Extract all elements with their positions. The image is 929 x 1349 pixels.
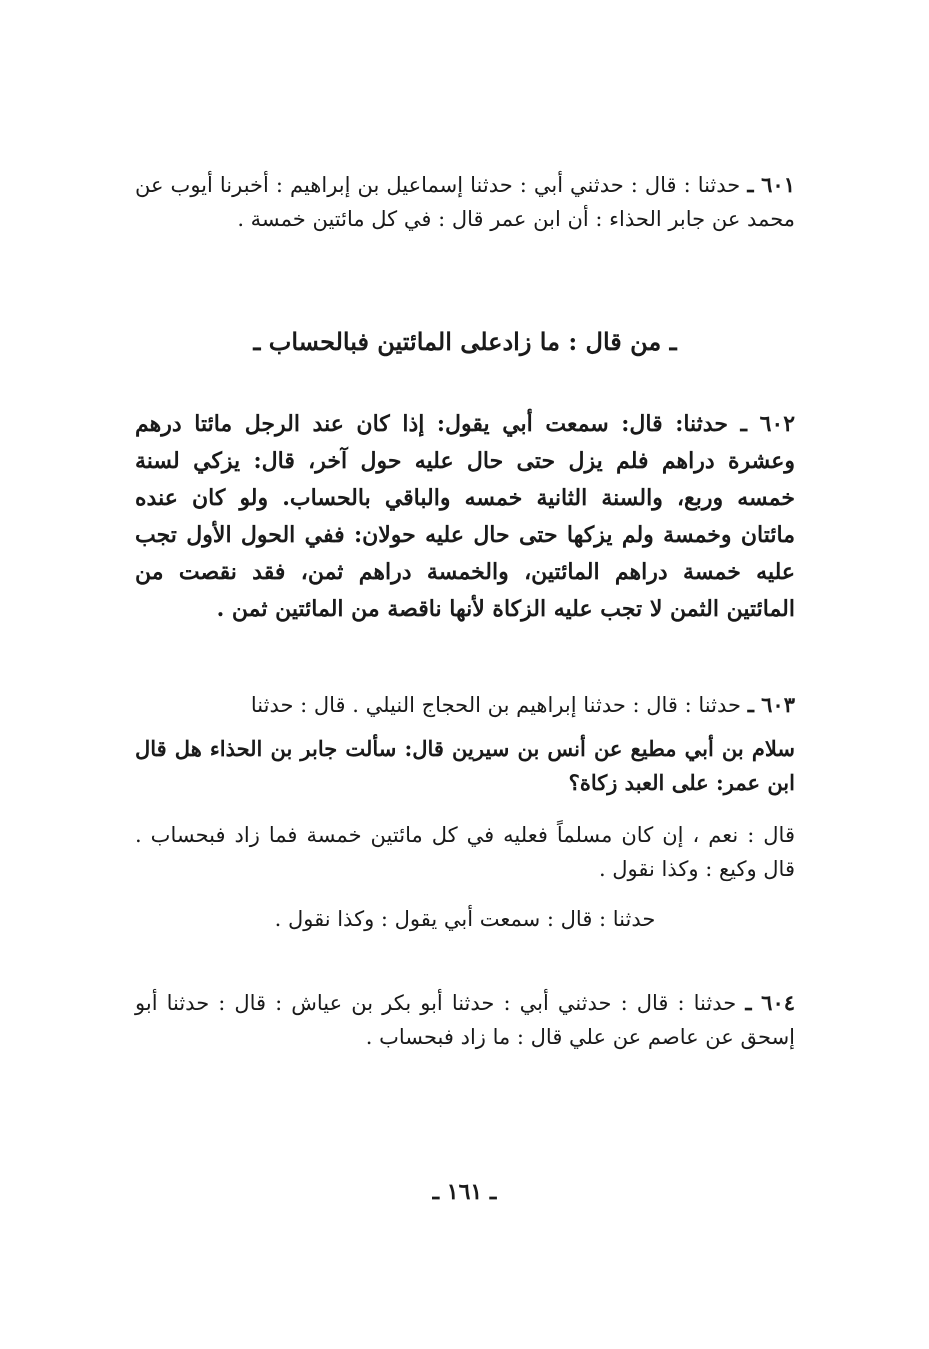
entry-603-line2	[135, 732, 795, 800]
entry-601	[135, 168, 795, 236]
entry-text: سلام بن أبي مطيع عن أنس بن سيرين قال: سألت جابر بن الحذاء هل قال ابن عمر: على العبد زكاة؟	[135, 736, 795, 795]
entry-text: حدثنا: قال: سمعت أبي يقول: إذا كان عند الرجل مائتا درهم وعشرة دراهم فلم يزل حتى حال عليه حول آخر، قال: يزكي لسنة خمسه وربع، والسنة الثانية خمسه والباقي بالحساب. ولو كان عنده مائتان وخمسة ولم يزكها حتى حال عليه حولان: ففي الحول الأول تجب عليه خمسة دراهم المائتين، والخمسة دراهم ثمن، فقد نقصت من المائتين الثمن لا تجب عليه الزكاة لأنها ناقصة من المائتين ثمن .	[135, 411, 795, 622]
entry-text: قال : نعم ، إن كان مسلماً فعليه في كل مائتين خمسة فما زاد فبحساب . قال وكيع : وكذا نقول .	[135, 823, 795, 881]
entry-number: ٦٠٤ ـ	[745, 990, 796, 1015]
entry-603-line1	[135, 688, 795, 722]
entry-number: ٦٠١ ـ	[747, 172, 795, 197]
entry-602	[135, 406, 795, 628]
entry-text: حدثنا : قال : حدثنا إبراهيم بن الحجاج النيلي . قال : حدثنا	[250, 693, 741, 717]
entry-604	[135, 986, 795, 1054]
section-heading: ـ من قال : ما زادعلى المائتين فبالحساب ـ	[253, 327, 677, 356]
entry-text: حدثنا : قال : حدثني أبي : حدثنا إسماعيل بن إبراهيم : أخبرنا أيوب عن محمد عن جابر الحذاء : أن ابن عمر قال : في كل مائتين خمسة .	[135, 173, 795, 231]
page-number: ـ ١٦١ ـ	[432, 1179, 497, 1205]
entry-number: ٦٠٣ ـ	[747, 692, 795, 717]
entry-text: حدثنا : قال : سمعت أبي يقول : وكذا نقول .	[274, 907, 656, 931]
entry-603-line3	[135, 818, 795, 886]
entry-text: حدثنا : قال : حدثني أبي : حدثنا أبو بكر بن عياش : قال : حدثنا أبو إسحق عن عاصم عن علي قال : ما زاد فبحساب .	[135, 991, 795, 1049]
entry-603-line4	[135, 902, 795, 936]
entry-number: ٦٠٢ ـ	[740, 411, 796, 437]
